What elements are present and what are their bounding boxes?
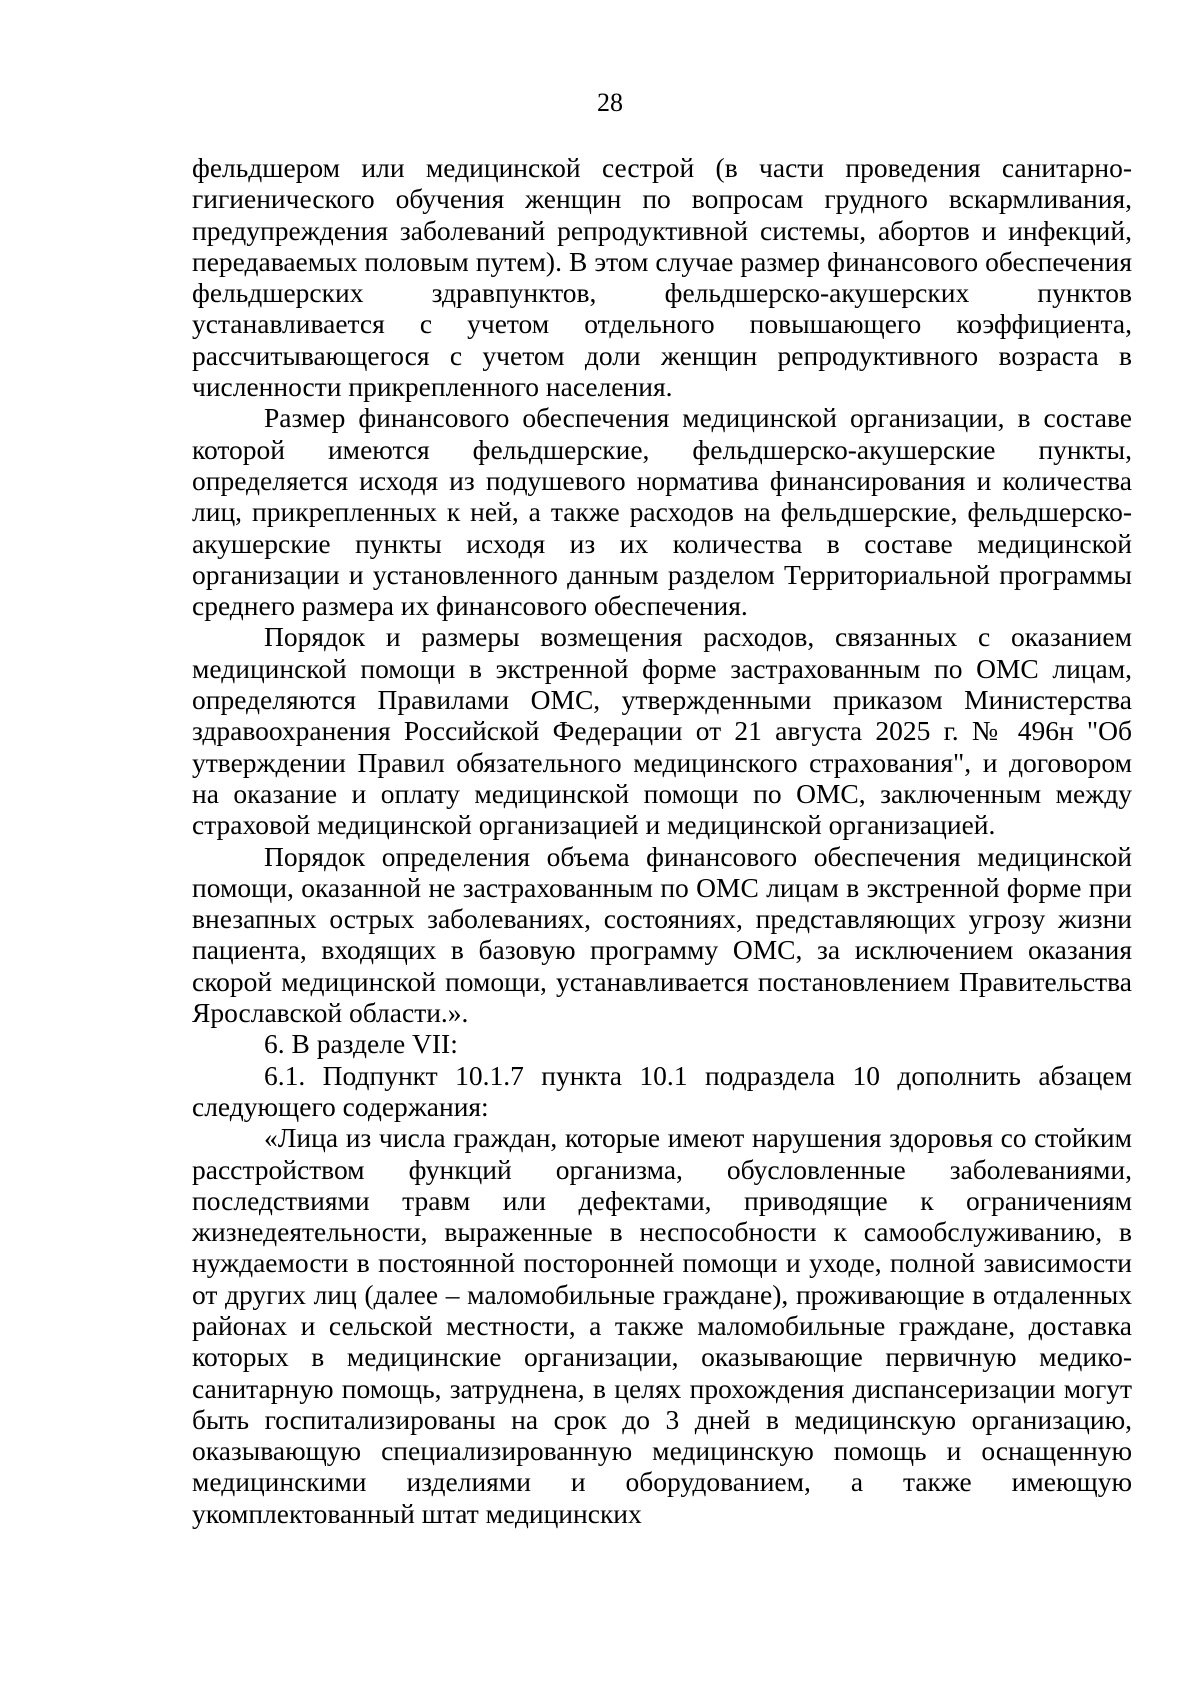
page-number: 28 [597, 88, 623, 117]
paragraph-financing-organization: Размер финансового обеспечения медицинской организации, в составе которой имеются фельдшерские, фельдшерско-акушерские пункты, определяется исходя из подушевого норматива финансирования и количества лиц, прикрепленных к ней, а также расходов на фельдшерские, фельдшерско-акушерские пункты исходя из их количества в составе медицинской организации и установленного данным разделом Территориальной программы среднего размера их финансового обеспечения. [192, 402, 1132, 622]
paragraph-quoted-amendment: «Лица из числа граждан, которые имеют нарушения здоровья со стойким расстройством функций организма, обусловленные заболеваниями, последствиями травм или дефектами, приводящие к ограничениям жизнедеятельности, выраженные в неспособности к самообслуживанию, в нуждаемости в постоянной посторонней помощи и уходе, полной зависимости от других лиц (далее – маломобильные граждане), проживающие в отдаленных районах и сельской местности, а также маломобильные граждане, доставка которых в медицинские организации, оказывающие первичную медико-санитарную помощь, затруднена, в целях прохождения диспансеризации могут быть госпитализированы на срок до 3 дней в медицинскую организацию, оказывающую специализированную медицинскую помощь и оснащенную медицинскими изделиями и оборудованием, а также имеющую укомплектованный штат медицинских [192, 1122, 1132, 1529]
document-body [192, 152, 1132, 1529]
paragraph-continuation: фельдшером или медицинской сестрой (в части проведения санитарно-гигиенического обучения женщин по вопросам грудного вскармливания, предупреждения заболеваний репродуктивной системы, абортов и инфекций, передаваемых половым путем). В этом случае размер финансового обеспечения фельдшерских здравпунктов, фельдшерско-акушерских пунктов устанавливается с учетом отдельного повышающего коэффициента, рассчитывающегося с учетом доли женщин репродуктивного возраста в численности прикрепленного населения. [192, 152, 1132, 403]
paragraph-emergency-reimbursement: Порядок и размеры возмещения расходов, связанных с оказанием медицинской помощи в экстренной форме застрахованным по ОМС лицам, определяются Правилами ОМС, утвержденными приказом Министерства здравоохранения Российской Федерации от 21 августа 2025 г. № 496н "Об утверждении Правил обязательного медицинского страхования", и договором на оказание и оплату медицинской помощи по ОМС, заключенным между страховой медицинской организацией и медицинской организацией. [192, 621, 1132, 841]
paragraph-subitem-6-1: 6.1. Подпункт 10.1.7 пункта 10.1 подраздела 10 дополнить абзацем следующего содержания: [192, 1059, 1132, 1122]
paragraph-uninsured-financing: Порядок определения объема финансового обеспечения медицинской помощи, оказанной не застрахованным по ОМС лицам в экстренной форме при внезапных острых заболеваниях, состояниях, представляющих угрозу жизни пациента, входящих в базовую программу ОМС, за исключением оказания скорой медицинской помощи, устанавливается постановлением Правительства Ярославской области.». [192, 840, 1132, 1029]
paragraph-section-vii: 6. В разделе VII: [264, 1028, 458, 1060]
